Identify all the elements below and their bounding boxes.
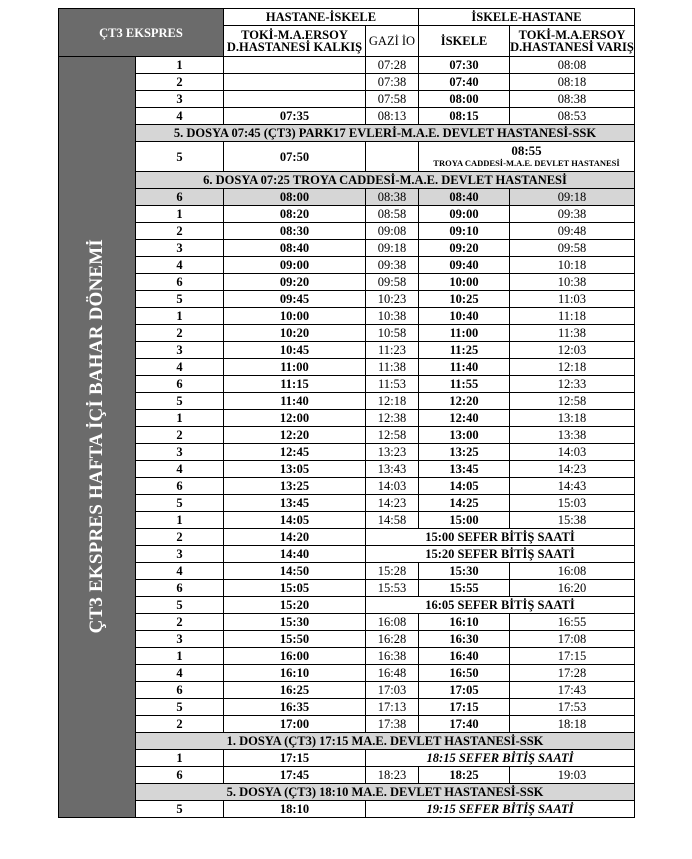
trip-row xyxy=(59,108,635,125)
trip-row xyxy=(59,801,635,818)
departure-time: 14:05 xyxy=(224,512,366,529)
departure-time xyxy=(224,57,366,74)
iskele-time: 11:00 xyxy=(419,325,510,342)
gazi-time: 09:58 xyxy=(366,274,419,291)
dosya-number: 6 xyxy=(136,478,224,495)
trip-row xyxy=(59,257,635,274)
iskele-time: 10:00 xyxy=(419,274,510,291)
iskele-time: 09:00 xyxy=(419,206,510,223)
column-header-arrival: TOKİ-M.A.ERSOY D.HASTANESİ VARIŞ xyxy=(510,26,635,57)
route-note: 5. DOSYA 07:45 (ÇT3) PARK17 EVLERİ-M.A.E. DEVLET HASTANESİ-SSK xyxy=(136,125,635,142)
departure-time: 10:45 xyxy=(224,342,366,359)
departure-time xyxy=(224,74,366,91)
arrival-time: 18:18 xyxy=(510,716,635,733)
gazi-time: 07:38 xyxy=(366,74,419,91)
dosya-number: 1 xyxy=(136,57,224,74)
trip-row xyxy=(59,189,635,206)
column-header-departure: TOKİ-M.A.ERSOY D.HASTANESİ KALKIŞ xyxy=(224,26,366,57)
departure-time: 11:40 xyxy=(224,393,366,410)
dosya-number: 6 xyxy=(136,376,224,393)
side-label: ÇT3 EKSPRES HAFTA İÇİ BAHAR DÖNEMİ xyxy=(86,238,107,634)
departure-time: 08:30 xyxy=(224,223,366,240)
trip-row xyxy=(59,142,635,172)
gazi-time: 11:53 xyxy=(366,376,419,393)
trip-row xyxy=(59,750,635,767)
iskele-time: 08:40 xyxy=(419,189,510,206)
dosya-number: 6 xyxy=(136,682,224,699)
departure-time: 08:20 xyxy=(224,206,366,223)
arrival-time: 12:03 xyxy=(510,342,635,359)
departure-time: 08:00 xyxy=(224,189,366,206)
iskele-time: 08:00 xyxy=(419,91,510,108)
trip-row xyxy=(59,529,635,546)
arrival-time: 17:28 xyxy=(510,665,635,682)
gazi-time: 08:38 xyxy=(366,189,419,206)
iskele-time: 13:45 xyxy=(419,461,510,478)
gazi-time: 10:38 xyxy=(366,308,419,325)
departure-time: 16:00 xyxy=(224,648,366,665)
brand-title: ÇT3 EKSPRES xyxy=(59,9,224,57)
arrival-time: 12:18 xyxy=(510,359,635,376)
arrival-time: 16:55 xyxy=(510,614,635,631)
departure-time: 14:50 xyxy=(224,563,366,580)
dosya-number: 2 xyxy=(136,74,224,91)
gazi-time: 11:38 xyxy=(366,359,419,376)
arrival-time: 13:38 xyxy=(510,427,635,444)
trip-row xyxy=(59,359,635,376)
trip-end-notice: 16:05 SEFER BİTİŞ SAATİ xyxy=(366,597,635,614)
trip-row xyxy=(59,291,635,308)
column-header-iskele: İSKELE xyxy=(419,26,510,57)
departure-time: 13:45 xyxy=(224,495,366,512)
dosya-number: 4 xyxy=(136,461,224,478)
departure-time: 11:00 xyxy=(224,359,366,376)
gazi-time: 12:58 xyxy=(366,427,419,444)
trip-row xyxy=(59,427,635,444)
gazi-time: 18:23 xyxy=(366,767,419,784)
route-note-row xyxy=(59,172,635,189)
dosya-number: 1 xyxy=(136,206,224,223)
arrival-time: 14:43 xyxy=(510,478,635,495)
iskele-time: 17:15 xyxy=(419,699,510,716)
trip-row xyxy=(59,57,635,74)
dosya-number: 1 xyxy=(136,750,224,767)
dosya-number: 3 xyxy=(136,631,224,648)
iskele-time: 15:55 xyxy=(419,580,510,597)
departure-time: 15:30 xyxy=(224,614,366,631)
gazi-time: 17:38 xyxy=(366,716,419,733)
dosya-number: 5 xyxy=(136,291,224,308)
trip-row xyxy=(59,648,635,665)
side-label-cell xyxy=(59,57,136,818)
trip-row xyxy=(59,580,635,597)
trip-row xyxy=(59,223,635,240)
dosya-number: 2 xyxy=(136,716,224,733)
iskele-time: 11:40 xyxy=(419,359,510,376)
combined-time: 08:55 xyxy=(511,142,542,158)
departure-time: 10:00 xyxy=(224,308,366,325)
trip-row xyxy=(59,665,635,682)
trip-row xyxy=(59,512,635,529)
departure-time: 12:20 xyxy=(224,427,366,444)
arrival-time: 17:53 xyxy=(510,699,635,716)
route-note-row xyxy=(59,784,635,801)
departure-time: 09:45 xyxy=(224,291,366,308)
iskele-time: 13:25 xyxy=(419,444,510,461)
gazi-time: 17:03 xyxy=(366,682,419,699)
dosya-number: 5 xyxy=(136,801,224,818)
trip-end-notice: 18:15 SEFER BİTİŞ SAATİ xyxy=(366,750,635,767)
arrival-time: 17:15 xyxy=(510,648,635,665)
dosya-number: 2 xyxy=(136,223,224,240)
dosya-number: 4 xyxy=(136,359,224,376)
route-note-row xyxy=(59,125,635,142)
trip-row xyxy=(59,325,635,342)
arrival-time: 08:38 xyxy=(510,91,635,108)
schedule-table xyxy=(58,8,635,818)
trip-end-notice: 15:00 SEFER BİTİŞ SAATİ xyxy=(366,529,635,546)
dosya-number: 1 xyxy=(136,410,224,427)
trip-row xyxy=(59,495,635,512)
iskele-time: 16:40 xyxy=(419,648,510,665)
dosya-number: 5 xyxy=(136,597,224,614)
departure-time: 07:50 xyxy=(224,142,366,172)
trip-row xyxy=(59,74,635,91)
arrival-time: 09:18 xyxy=(510,189,635,206)
dosya-number: 2 xyxy=(136,325,224,342)
dosya-number: 1 xyxy=(136,648,224,665)
departure-time: 17:45 xyxy=(224,767,366,784)
iskele-time: 09:10 xyxy=(419,223,510,240)
gazi-time: 14:23 xyxy=(366,495,419,512)
dosya-number: 4 xyxy=(136,108,224,125)
dosya-number: 2 xyxy=(136,529,224,546)
arrival-time: 11:18 xyxy=(510,308,635,325)
arrival-time: 11:38 xyxy=(510,325,635,342)
trip-row xyxy=(59,240,635,257)
gazi-time: 14:58 xyxy=(366,512,419,529)
iskele-time: 08:15 xyxy=(419,108,510,125)
gazi-time xyxy=(366,142,419,172)
iskele-time: 15:00 xyxy=(419,512,510,529)
trip-row xyxy=(59,767,635,784)
group-header-hastane-iskele: HASTANE-İSKELE xyxy=(224,9,419,26)
arrival-time: 10:38 xyxy=(510,274,635,291)
arrival-time: 14:23 xyxy=(510,461,635,478)
iskele-time: 11:25 xyxy=(419,342,510,359)
column-header-gazi: GAZİ İO xyxy=(366,26,419,57)
iskele-time: 14:05 xyxy=(419,478,510,495)
iskele-time: 09:20 xyxy=(419,240,510,257)
departure-time: 18:10 xyxy=(224,801,366,818)
departure-time: 08:40 xyxy=(224,240,366,257)
arrival-time: 12:58 xyxy=(510,393,635,410)
dosya-number: 3 xyxy=(136,546,224,563)
dosya-number: 6 xyxy=(136,767,224,784)
trip-row xyxy=(59,631,635,648)
arrival-time: 11:03 xyxy=(510,291,635,308)
departure-time: 09:20 xyxy=(224,274,366,291)
iskele-time: 10:40 xyxy=(419,308,510,325)
trip-row xyxy=(59,716,635,733)
arrival-time: 16:08 xyxy=(510,563,635,580)
trip-row xyxy=(59,461,635,478)
departure-time: 17:15 xyxy=(224,750,366,767)
dosya-number: 4 xyxy=(136,563,224,580)
arrival-time: 09:48 xyxy=(510,223,635,240)
iskele-time: 17:05 xyxy=(419,682,510,699)
trip-row xyxy=(59,342,635,359)
iskele-time: 18:25 xyxy=(419,767,510,784)
dosya-number: 4 xyxy=(136,257,224,274)
iskele-time: 15:30 xyxy=(419,563,510,580)
gazi-time: 13:23 xyxy=(366,444,419,461)
gazi-time: 16:28 xyxy=(366,631,419,648)
arrival-time: 19:03 xyxy=(510,767,635,784)
departure-time: 13:25 xyxy=(224,478,366,495)
dosya-number: 5 xyxy=(136,393,224,410)
iskele-time: 12:20 xyxy=(419,393,510,410)
gazi-time: 16:38 xyxy=(366,648,419,665)
trip-end-notice: 15:20 SEFER BİTİŞ SAATİ xyxy=(366,546,635,563)
dosya-number: 3 xyxy=(136,240,224,257)
dosya-number: 2 xyxy=(136,427,224,444)
gazi-time: 11:23 xyxy=(366,342,419,359)
dosya-number: 3 xyxy=(136,91,224,108)
iskele-time: 09:40 xyxy=(419,257,510,274)
departure-time: 13:05 xyxy=(224,461,366,478)
departure-time: 11:15 xyxy=(224,376,366,393)
iskele-time: 17:40 xyxy=(419,716,510,733)
departure-time: 07:35 xyxy=(224,108,366,125)
departure-time: 10:20 xyxy=(224,325,366,342)
arrival-time: 09:58 xyxy=(510,240,635,257)
iskele-combined xyxy=(419,142,635,172)
gazi-time: 12:18 xyxy=(366,393,419,410)
dosya-number: 1 xyxy=(136,512,224,529)
dosya-number: 5 xyxy=(136,699,224,716)
combined-route-note: TROYA CADDESİ-M.A.E. DEVLET HASTANESİ xyxy=(433,157,620,168)
route-note: 5. DOSYA (ÇT3) 18:10 MA.E. DEVLET HASTANESİ-SSK xyxy=(136,784,635,801)
trip-row xyxy=(59,308,635,325)
arrival-time: 17:08 xyxy=(510,631,635,648)
departure-time: 15:50 xyxy=(224,631,366,648)
group-header-iskele-hastane: İSKELE-HASTANE xyxy=(419,9,635,26)
trip-row xyxy=(59,563,635,580)
gazi-time: 14:03 xyxy=(366,478,419,495)
trip-row xyxy=(59,597,635,614)
iskele-time: 13:00 xyxy=(419,427,510,444)
route-note-row xyxy=(59,733,635,750)
departure-time: 16:35 xyxy=(224,699,366,716)
arrival-time: 10:18 xyxy=(510,257,635,274)
arrival-time: 15:38 xyxy=(510,512,635,529)
gazi-time: 15:53 xyxy=(366,580,419,597)
trip-row xyxy=(59,614,635,631)
dosya-number: 5 xyxy=(136,495,224,512)
dosya-number: 2 xyxy=(136,614,224,631)
iskele-time: 12:40 xyxy=(419,410,510,427)
trip-row xyxy=(59,546,635,563)
gazi-time: 07:28 xyxy=(366,57,419,74)
arrival-time: 16:20 xyxy=(510,580,635,597)
gazi-time: 16:48 xyxy=(366,665,419,682)
departure-time: 09:00 xyxy=(224,257,366,274)
trip-row xyxy=(59,91,635,108)
departure-time: 15:05 xyxy=(224,580,366,597)
gazi-time: 10:58 xyxy=(366,325,419,342)
arrival-time: 08:53 xyxy=(510,108,635,125)
gazi-time: 13:43 xyxy=(366,461,419,478)
dosya-number: 4 xyxy=(136,665,224,682)
trip-row xyxy=(59,393,635,410)
dosya-number: 3 xyxy=(136,444,224,461)
route-note: 1. DOSYA (ÇT3) 17:15 MA.E. DEVLET HASTANESİ-SSK xyxy=(136,733,635,750)
iskele-time: 16:30 xyxy=(419,631,510,648)
gazi-time: 07:58 xyxy=(366,91,419,108)
dosya-number: 6 xyxy=(136,580,224,597)
iskele-time: 16:50 xyxy=(419,665,510,682)
arrival-time: 09:38 xyxy=(510,206,635,223)
arrival-time: 15:03 xyxy=(510,495,635,512)
trip-row xyxy=(59,478,635,495)
trip-row xyxy=(59,444,635,461)
gazi-time: 09:18 xyxy=(366,240,419,257)
trip-row xyxy=(59,376,635,393)
iskele-time: 07:40 xyxy=(419,74,510,91)
gazi-time: 12:38 xyxy=(366,410,419,427)
iskele-time: 16:10 xyxy=(419,614,510,631)
gazi-time: 09:38 xyxy=(366,257,419,274)
departure-time: 14:40 xyxy=(224,546,366,563)
gazi-time: 10:23 xyxy=(366,291,419,308)
arrival-time: 14:03 xyxy=(510,444,635,461)
trip-row xyxy=(59,206,635,223)
departure-time: 15:20 xyxy=(224,597,366,614)
dosya-number: 3 xyxy=(136,342,224,359)
gazi-time: 08:13 xyxy=(366,108,419,125)
departure-time xyxy=(224,91,366,108)
gazi-time: 17:13 xyxy=(366,699,419,716)
iskele-time: 11:55 xyxy=(419,376,510,393)
departure-time: 12:00 xyxy=(224,410,366,427)
iskele-time: 10:25 xyxy=(419,291,510,308)
trip-row xyxy=(59,410,635,427)
iskele-time: 07:30 xyxy=(419,57,510,74)
gazi-time: 16:08 xyxy=(366,614,419,631)
departure-time: 17:00 xyxy=(224,716,366,733)
trip-end-notice: 19:15 SEFER BİTİŞ SAATİ xyxy=(366,801,635,818)
departure-time: 12:45 xyxy=(224,444,366,461)
arrival-time: 13:18 xyxy=(510,410,635,427)
gazi-time: 08:58 xyxy=(366,206,419,223)
arrival-time: 17:43 xyxy=(510,682,635,699)
dosya-number: 6 xyxy=(136,274,224,291)
trip-row xyxy=(59,699,635,716)
trip-row xyxy=(59,682,635,699)
arrival-time: 08:18 xyxy=(510,74,635,91)
arrival-time: 08:08 xyxy=(510,57,635,74)
trip-row xyxy=(59,274,635,291)
gazi-time: 15:28 xyxy=(366,563,419,580)
arrival-time: 12:33 xyxy=(510,376,635,393)
dosya-number: 5 xyxy=(136,142,224,172)
departure-time: 14:20 xyxy=(224,529,366,546)
gazi-time: 09:08 xyxy=(366,223,419,240)
dosya-number: 6 xyxy=(136,189,224,206)
departure-time: 16:10 xyxy=(224,665,366,682)
departure-time: 16:25 xyxy=(224,682,366,699)
dosya-number: 1 xyxy=(136,308,224,325)
iskele-time: 14:25 xyxy=(419,495,510,512)
route-note: 6. DOSYA 07:25 TROYA CADDESİ-M.A.E. DEVLET HASTANESİ xyxy=(136,172,635,189)
